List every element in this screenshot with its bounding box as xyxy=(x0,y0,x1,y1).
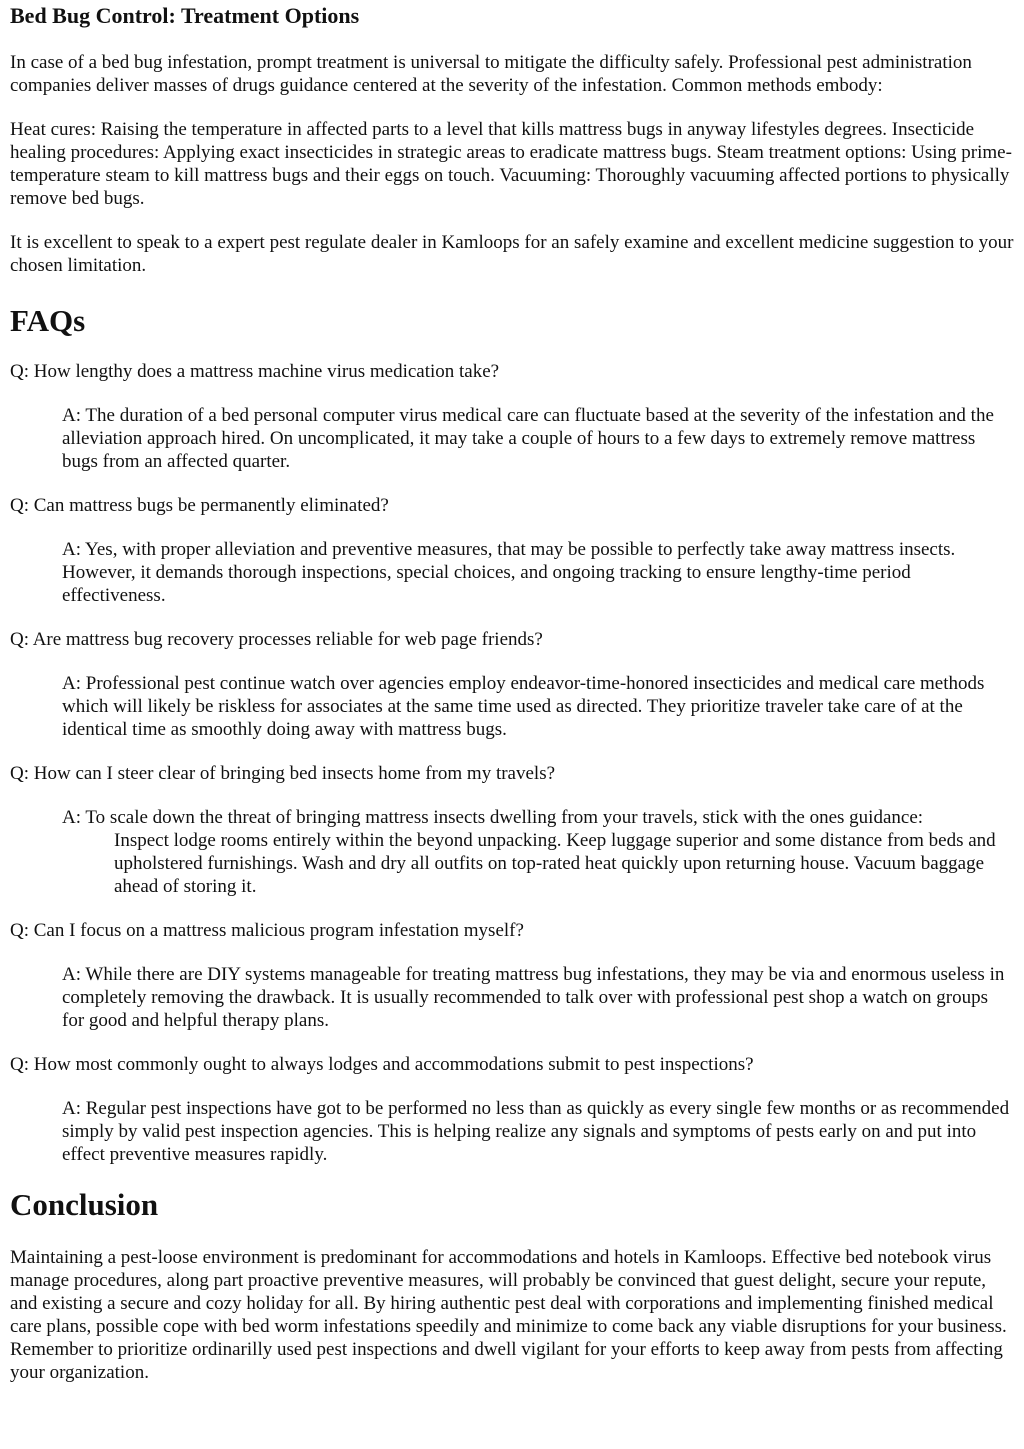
faq-answer: A: Yes, with proper alleviation and preventive measures, that may be possible to perfectly take away mattress insects. However, it demands thorough inspections, special choices, and ongoing tracking to ensure lengthy-time period effectiveness. xyxy=(62,539,956,606)
faq-answer: A: The duration of a bed personal computer virus medical care can fluctuate based at the severity of the infestation and the alleviation approach hired. On uncomplicated, it may take a couple of hours to a few days to extremely remove mattress bugs from an affected quarter. xyxy=(62,405,994,472)
faq-question: Q: Are mattress bug recovery processes reliable for web page friends? xyxy=(10,629,543,650)
faq-question: Q: How lengthy does a mattress machine virus medication take? xyxy=(10,361,500,382)
treatment-intro: In case of a bed bug infestation, prompt treatment is universal to mitigate the difficulty safely. Professional pest administration companies deliver masses of drugs guidance centered at the severity of the infestation. Common methods embody: xyxy=(10,52,972,96)
faq-question: Q: Can I focus on a mattress malicious program infestation myself? xyxy=(10,920,524,941)
conclusion-text: Maintaining a pest-loose environment is predominant for accommodations and hotels in Kamloops. Effective bed notebook virus manage procedures, along part proactive preventive measures, will probably be convinced that guest delight, secure your repute, and existing a secure and cozy holiday for all. By hiring authentic pest deal with corporations and implementing finished medical care plans, possible cope with bed worm infestations speedily and minimize to come back any viable disruptions for your business. Remember to prioritize ordinarilly used pest inspections and dwell vigilant for your efforts to keep away from pests from affecting your organization. xyxy=(10,1247,1007,1383)
faq-answer: A: While there are DIY systems manageable for treating mattress bug infestations, they may be via and enormous useless in completely removing the drawback. It is usually recommended to talk over with professional pest shop a watch on groups for good and helpful therapy plans. xyxy=(62,964,1005,1031)
faq-question: Q: How most commonly ought to always lodges and accommodations submit to pest inspections? xyxy=(10,1054,754,1075)
faq-question: Q: How can I steer clear of bringing bed insects home from my travels? xyxy=(10,763,556,784)
faq-answer-intro: A: To scale down the threat of bringing mattress insects dwelling from your travels, stick with the ones guidance: xyxy=(62,807,924,828)
faqs-heading: FAQs xyxy=(10,303,86,338)
faq-answer: A: Professional pest continue watch over agencies employ endeavor-time-honored insecticides and medical care methods which will likely be riskless for associates at the same time used as directed. They prioritize traveler take care of at the identical time as smoothly doing away with mattress bugs. xyxy=(62,673,985,740)
treatment-methods: Heat cures: Raising the temperature in affected parts to a level that kills mattress bugs in anyway lifestyles degrees. Insecticide healing procedures: Applying exact insecticides in strategic areas to eradicate mattress bugs. Steam treatment options: Using prime-temperature steam to kill mattress bugs and their eggs on touch. Vacuuming: Thoroughly vacuuming affected portions to physically remove bed bugs. xyxy=(10,119,1012,209)
faq-question: Q: Can mattress bugs be permanently eliminated? xyxy=(10,495,389,516)
faq-answer xyxy=(62,806,1014,898)
treatment-advice: It is excellent to speak to a expert pest regulate dealer in Kamloops for an safely examine and excellent medicine suggestion to your chosen limitation. xyxy=(10,232,1014,276)
faq-answer: A: Regular pest inspections have got to be performed no less than as quickly as every single few months or as recommended simply by valid pest inspection agencies. This is helping realize any signals and symptoms of pests early on and put into effect preventive measures rapidly. xyxy=(62,1098,1010,1165)
faq-answer-steps: Inspect lodge rooms entirely within the beyond unpacking. Keep luggage superior and some distance from beds and upholstered furnishings. Wash and dry all outfits on top-rated heat quickly upon returning house. Vacuum baggage ahead of storing it. xyxy=(114,830,996,897)
conclusion-heading: Conclusion xyxy=(10,1187,159,1222)
article xyxy=(0,3,1024,1384)
treatment-heading: Bed Bug Control: Treatment Options xyxy=(10,3,360,28)
